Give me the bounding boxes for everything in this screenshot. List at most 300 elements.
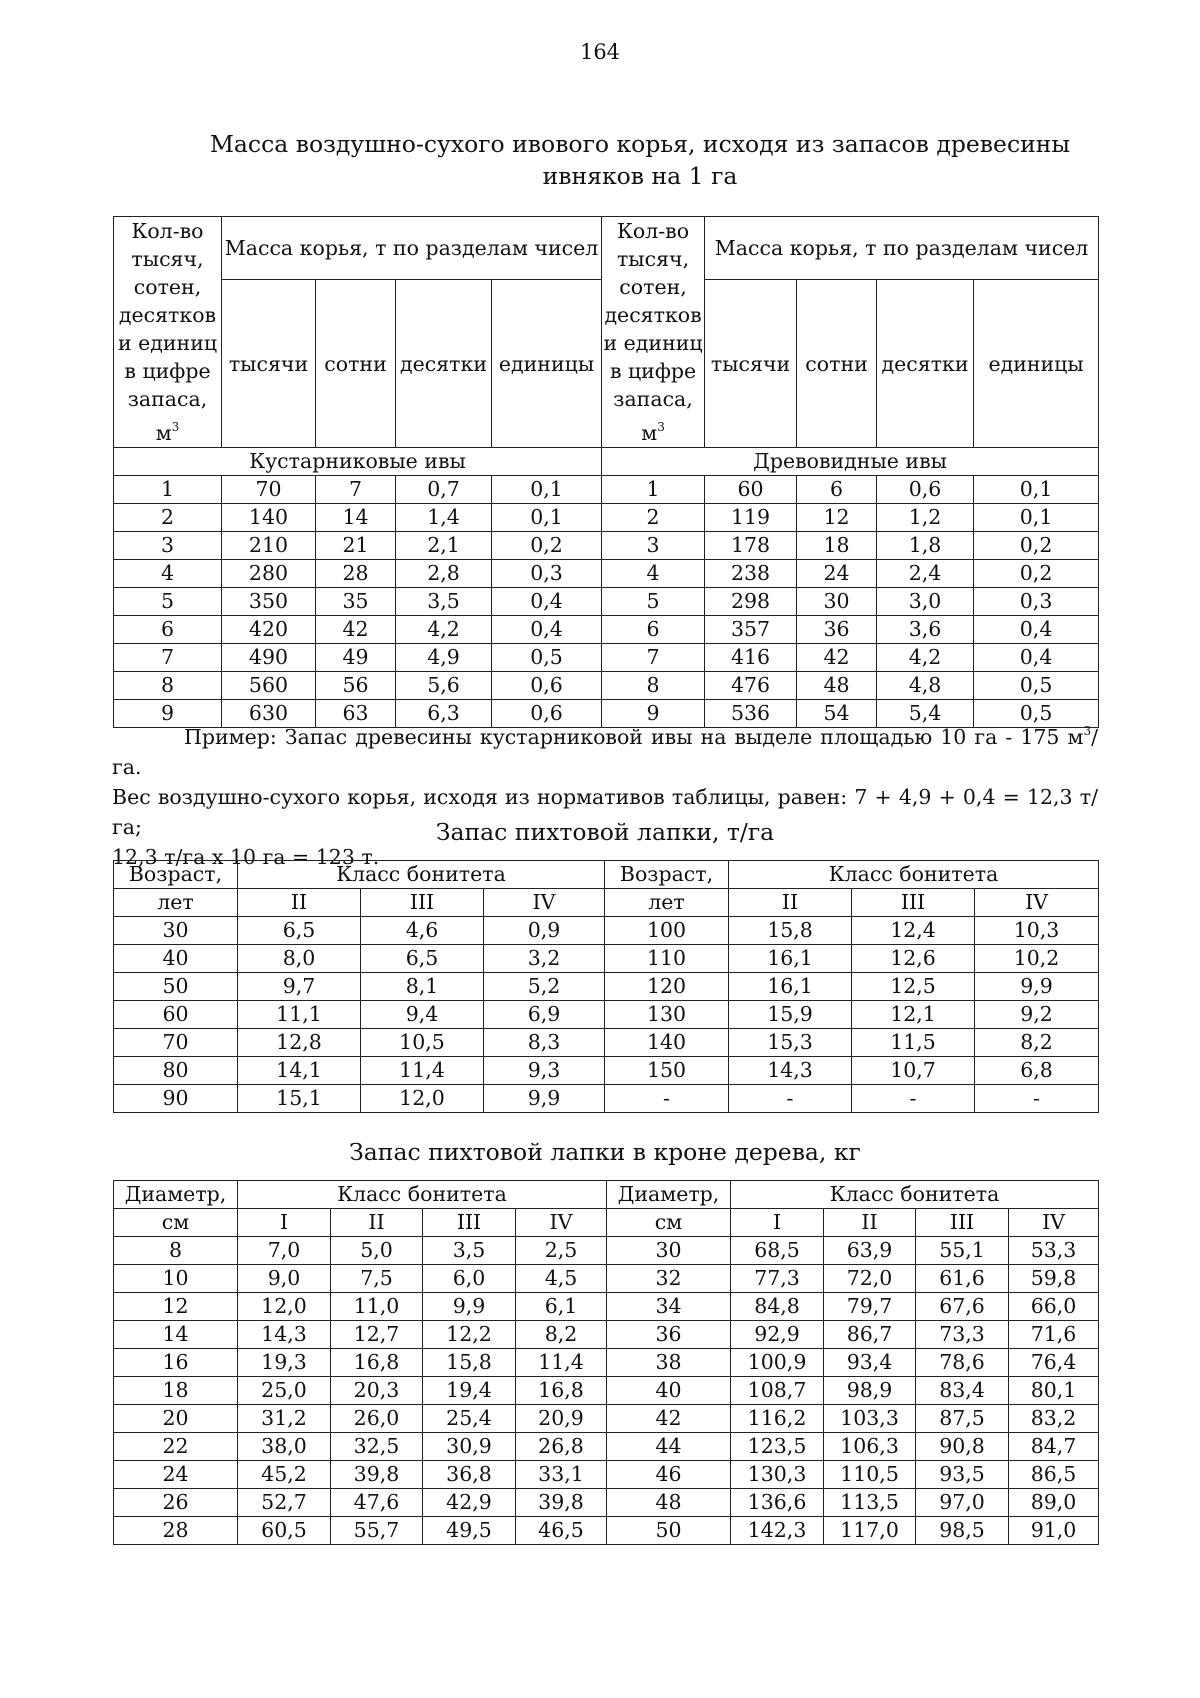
table-cell: 12,8	[238, 1029, 361, 1057]
table-cell: 7	[114, 644, 222, 672]
class-col: II	[238, 889, 361, 917]
table-cell: 357	[705, 616, 797, 644]
table1-title	[180, 128, 1100, 192]
table-cell: 416	[705, 644, 797, 672]
table-cell: 60,5	[238, 1517, 331, 1545]
table-cell: 15,1	[238, 1085, 361, 1113]
table-row	[114, 644, 1099, 672]
table-cell: 11,1	[238, 1001, 361, 1029]
table-cell: -	[852, 1085, 975, 1113]
table-cell: 14,1	[238, 1057, 361, 1085]
table-cell: 48	[797, 672, 877, 700]
table-cell: 54	[797, 700, 877, 728]
table-cell: 1,2	[877, 504, 974, 532]
subheader-tens: десятки	[396, 280, 492, 448]
mass-header-left: Масса корья, т по разделам чисел	[222, 217, 602, 280]
table-cell: 100,9	[731, 1349, 824, 1377]
table-cell: 6,3	[396, 700, 492, 728]
class-col: IV	[975, 889, 1099, 917]
count-header-text: тысяч,	[616, 247, 690, 271]
group-tree-willows: Древовидные ивы	[602, 448, 1099, 476]
count-header-text: десятков	[604, 303, 702, 327]
table-cell: 0,5	[492, 644, 602, 672]
table-cell: 9,9	[484, 1085, 605, 1113]
table-cell: 92,9	[731, 1321, 824, 1349]
table-cell: 280	[222, 560, 316, 588]
table-cell: 0,7	[396, 476, 492, 504]
table-cell: 7	[316, 476, 396, 504]
table-cell: 12,7	[331, 1321, 423, 1349]
table-cell: 32	[607, 1265, 731, 1293]
table-cell: 8	[114, 1237, 238, 1265]
table-cell: 5	[602, 588, 705, 616]
table-row	[114, 1433, 1099, 1461]
table-cell: 72,0	[824, 1265, 916, 1293]
table-cell: 4,6	[361, 917, 484, 945]
table-cell: 4,8	[877, 672, 974, 700]
table-cell: 14	[114, 1321, 238, 1349]
age-unit-right: лет	[605, 889, 729, 917]
table-cell: 0,3	[492, 560, 602, 588]
class-col: III	[916, 1209, 1009, 1237]
table-cell: 12	[797, 504, 877, 532]
table-cell: -	[605, 1085, 729, 1113]
table-cell: 5,6	[396, 672, 492, 700]
count-header-text: в цифре	[609, 359, 697, 383]
table-row	[114, 1517, 1099, 1545]
table-cell: 2,5	[516, 1237, 607, 1265]
table-cell: 238	[705, 560, 797, 588]
table-cell: 0,1	[492, 504, 602, 532]
table-cell: 0,9	[484, 917, 605, 945]
table-cell: 30	[114, 917, 238, 945]
table-cell: 60	[114, 1001, 238, 1029]
table-cell: 100	[605, 917, 729, 945]
table-cell: 8	[114, 672, 222, 700]
table-cell: 4	[114, 560, 222, 588]
table-cell: 46	[607, 1461, 731, 1489]
table1-title-line2: ивняков на 1 га	[542, 162, 738, 190]
table-cell: 38,0	[238, 1433, 331, 1461]
table-cell: 36	[607, 1321, 731, 1349]
table1-title-line1: Масса воздушно-сухого ивового корья, исходя из запасов древесины	[209, 130, 1071, 158]
table-cell: 1,4	[396, 504, 492, 532]
table-cell: 0,2	[492, 532, 602, 560]
count-header-line	[602, 273, 704, 301]
table-cell: 1	[602, 476, 705, 504]
table-cell: 103,3	[824, 1405, 916, 1433]
table-cell: 19,3	[238, 1349, 331, 1377]
count-header-line	[114, 245, 221, 273]
table-row	[114, 532, 1099, 560]
class-col: III	[361, 889, 484, 917]
count-header-text: десятков	[118, 303, 217, 327]
class-col: III	[852, 889, 975, 917]
diameter-unit-right: см	[607, 1209, 731, 1237]
table-cell: 6,9	[484, 1001, 605, 1029]
count-header-sup: 3	[657, 420, 665, 434]
class-col: IV	[516, 1209, 607, 1237]
table-cell: 10,7	[852, 1057, 975, 1085]
class-col: IV	[484, 889, 605, 917]
table-cell: 9	[114, 700, 222, 728]
table-cell: 36	[797, 616, 877, 644]
count-header-line	[114, 357, 221, 385]
count-header-left	[114, 217, 222, 448]
subheader-thousands: тысячи	[705, 280, 797, 448]
table-cell: 68,5	[731, 1237, 824, 1265]
table-cell: 30	[607, 1237, 731, 1265]
count-header-line	[602, 217, 704, 245]
table-cell: 0,2	[974, 532, 1099, 560]
table-cell: 0,5	[974, 700, 1099, 728]
table-cell: 40	[114, 945, 238, 973]
note-line2: Вес воздушно-сухого корья, исходя из нормативов таблицы, равен: 7 + 4,9 + 0,4 = 12,3 т/га;	[112, 785, 1098, 839]
table-cell: 12,6	[852, 945, 975, 973]
table-cell: 3,2	[484, 945, 605, 973]
table-cell: 16,1	[729, 945, 852, 973]
table-cell: 298	[705, 588, 797, 616]
table-cell: 50	[607, 1517, 731, 1545]
table-cell: 106,3	[824, 1433, 916, 1461]
table-cell: 210	[222, 532, 316, 560]
table-cell: 18	[797, 532, 877, 560]
table-cell: 61,6	[916, 1265, 1009, 1293]
table-cell: 4,2	[877, 644, 974, 672]
table-row	[114, 1293, 1099, 1321]
subheader-hundreds: сотни	[316, 280, 396, 448]
table-cell: 2,1	[396, 532, 492, 560]
diameter-label-left: Диаметр,	[114, 1181, 238, 1209]
table-row	[114, 1237, 1099, 1265]
table-cell: 3,6	[877, 616, 974, 644]
table-cell: 3,0	[877, 588, 974, 616]
table-cell: 4	[602, 560, 705, 588]
table-cell: 490	[222, 644, 316, 672]
table-cell: 0,3	[974, 588, 1099, 616]
table-cell: 93,4	[824, 1349, 916, 1377]
table-cell: 117,0	[824, 1517, 916, 1545]
table-cell: 35	[316, 588, 396, 616]
table-cell: 3,5	[423, 1237, 516, 1265]
page-number: 164	[579, 40, 621, 64]
age-label-left: Возраст,	[114, 861, 238, 889]
table-cell: 8,2	[975, 1029, 1099, 1057]
table-cell: 15,9	[729, 1001, 852, 1029]
table-cell: 42	[607, 1405, 731, 1433]
table-cell: 86,5	[1009, 1461, 1099, 1489]
table-cell: 36,8	[423, 1461, 516, 1489]
table-cell: 42	[797, 644, 877, 672]
table-cell: 46,5	[516, 1517, 607, 1545]
table-cell: 9,9	[975, 973, 1099, 1001]
count-header-text: и единиц	[117, 331, 218, 355]
table-cell: 12,1	[852, 1001, 975, 1029]
table-cell: 20,9	[516, 1405, 607, 1433]
class-header-right: Класс бонитета	[729, 861, 1099, 889]
count-header-text: сотен,	[619, 275, 687, 299]
count-header-line	[602, 329, 704, 357]
table-cell: 12	[114, 1293, 238, 1321]
table-cell: 55,7	[331, 1517, 423, 1545]
table-cell: 63	[316, 700, 396, 728]
table-cell: 140	[605, 1029, 729, 1057]
table-cell: 3	[602, 532, 705, 560]
table-cell: 91,0	[1009, 1517, 1099, 1545]
table-cell: 93,5	[916, 1461, 1009, 1489]
subheader-units: единицы	[492, 280, 602, 448]
table-row	[114, 917, 1099, 945]
table-cell: 33,1	[516, 1461, 607, 1489]
table-cell: 9,3	[484, 1057, 605, 1085]
table-cell: 8,0	[238, 945, 361, 973]
bark-mass-table	[113, 216, 1099, 728]
table-cell: 420	[222, 616, 316, 644]
table-row	[114, 1405, 1099, 1433]
table-cell: 0,1	[974, 504, 1099, 532]
age-label-right: Возраст,	[605, 861, 729, 889]
table-cell: 21	[316, 532, 396, 560]
table-cell: 44	[607, 1433, 731, 1461]
table-cell: 28	[316, 560, 396, 588]
table-cell: 6,8	[975, 1057, 1099, 1085]
table-cell: 38	[607, 1349, 731, 1377]
subheader-hundreds: сотни	[797, 280, 877, 448]
table-cell: 130	[605, 1001, 729, 1029]
table-cell: 12,4	[852, 917, 975, 945]
table-cell: 28	[114, 1517, 238, 1545]
table-cell: 7,5	[331, 1265, 423, 1293]
table-cell: 48	[607, 1489, 731, 1517]
table-cell: 7	[602, 644, 705, 672]
table-cell: 77,3	[731, 1265, 824, 1293]
table-cell: 14,3	[238, 1321, 331, 1349]
count-header-line	[114, 385, 221, 447]
table-cell: 12,2	[423, 1321, 516, 1349]
table-cell: 14	[316, 504, 396, 532]
table-cell: 84,7	[1009, 1433, 1099, 1461]
table-cell: 16,8	[331, 1349, 423, 1377]
count-header-line	[602, 245, 704, 273]
table-cell: 11,4	[516, 1349, 607, 1377]
table-cell: 9	[602, 700, 705, 728]
table-cell: 25,4	[423, 1405, 516, 1433]
table-cell: 1,8	[877, 532, 974, 560]
table-cell: 56	[316, 672, 396, 700]
table-cell: 26,0	[331, 1405, 423, 1433]
table-cell: 11,0	[331, 1293, 423, 1321]
table-cell: 42,9	[423, 1489, 516, 1517]
table-cell: 5,0	[331, 1237, 423, 1265]
table-cell: 6,0	[423, 1265, 516, 1293]
count-header-text: Кол-во	[617, 219, 690, 243]
count-header-line	[114, 273, 221, 301]
table-cell: 30,9	[423, 1433, 516, 1461]
count-header-line	[602, 357, 704, 385]
table-row	[114, 1461, 1099, 1489]
table-cell: 119	[705, 504, 797, 532]
count-header-text: сотен,	[133, 275, 202, 299]
count-header-text: и единиц	[603, 331, 703, 355]
table-cell: 130,3	[731, 1461, 824, 1489]
table-cell: 31,2	[238, 1405, 331, 1433]
table-cell: 4,2	[396, 616, 492, 644]
table-cell: 34	[607, 1293, 731, 1321]
table-cell: 123,5	[731, 1433, 824, 1461]
table-cell: 76,4	[1009, 1349, 1099, 1377]
table-row	[114, 1349, 1099, 1377]
table-row	[114, 1029, 1099, 1057]
table-cell: 560	[222, 672, 316, 700]
table-cell: 536	[705, 700, 797, 728]
table-cell: 15,3	[729, 1029, 852, 1057]
table-cell: 90,8	[916, 1433, 1009, 1461]
table-cell: -	[729, 1085, 852, 1113]
mass-header-right: Масса корья, т по разделам чисел	[705, 217, 1099, 280]
table-cell: 53,3	[1009, 1237, 1099, 1265]
table-cell: 2	[114, 504, 222, 532]
fir-branch-crown-table	[113, 1180, 1099, 1545]
table-cell: 6	[602, 616, 705, 644]
table-row	[114, 1057, 1099, 1085]
table-cell: 78,6	[916, 1349, 1009, 1377]
table-cell: 26	[114, 1489, 238, 1517]
note-line1	[112, 716, 1098, 782]
table-cell: 9,9	[423, 1293, 516, 1321]
table-cell: 10	[114, 1265, 238, 1293]
table-cell: 5,4	[877, 700, 974, 728]
class-col: II	[729, 889, 852, 917]
table-cell: 24	[797, 560, 877, 588]
table-cell: 120	[605, 973, 729, 1001]
table-cell: 4,9	[396, 644, 492, 672]
table-cell: 350	[222, 588, 316, 616]
example-note	[112, 716, 1098, 872]
table-cell: 9,4	[361, 1001, 484, 1029]
table-cell: 30	[797, 588, 877, 616]
count-header-line	[602, 301, 704, 329]
table-cell: 83,2	[1009, 1405, 1099, 1433]
table-cell: 84,8	[731, 1293, 824, 1321]
table-row	[114, 476, 1099, 504]
note-line3: 12,3 т/га х 10 га = 123 т.	[112, 845, 380, 869]
table-cell: 0,6	[492, 700, 602, 728]
table-cell: 6	[797, 476, 877, 504]
table-cell: 476	[705, 672, 797, 700]
table-cell: 80	[114, 1057, 238, 1085]
table-cell: 40	[607, 1377, 731, 1405]
table-cell: 7,0	[238, 1237, 331, 1265]
subheader-units: единицы	[974, 280, 1099, 448]
table-cell: 22	[114, 1433, 238, 1461]
table-cell: 24	[114, 1461, 238, 1489]
table3-title: Запас пихтовой лапки в кроне дерева, кг	[349, 1138, 861, 1166]
count-header-text: тысяч,	[131, 247, 204, 271]
table-row	[114, 588, 1099, 616]
table-cell: 25,0	[238, 1377, 331, 1405]
class-col: IV	[1009, 1209, 1099, 1237]
table-cell: 26,8	[516, 1433, 607, 1461]
table-cell: 70	[114, 1029, 238, 1057]
table-cell: 0,6	[877, 476, 974, 504]
table-row	[114, 672, 1099, 700]
table-cell: 8,1	[361, 973, 484, 1001]
class-header-right: Класс бонитета	[731, 1181, 1099, 1209]
table-cell: 110,5	[824, 1461, 916, 1489]
table-cell: 16	[114, 1349, 238, 1377]
class-col: III	[423, 1209, 516, 1237]
count-header-line	[114, 217, 221, 245]
table-cell: 49,5	[423, 1517, 516, 1545]
note-line1-end: /га.	[112, 725, 1098, 779]
table-cell: 55,1	[916, 1237, 1009, 1265]
table-cell: 12,0	[361, 1085, 484, 1113]
count-header-right	[602, 217, 705, 448]
group-shrub-willows: Кустарниковые ивы	[114, 448, 602, 476]
table-cell: 136,6	[731, 1489, 824, 1517]
class-col: I	[731, 1209, 824, 1237]
table-cell: 0,6	[492, 672, 602, 700]
table-cell: 0,4	[492, 588, 602, 616]
table-cell: 86,7	[824, 1321, 916, 1349]
table-cell: 83,4	[916, 1377, 1009, 1405]
table-cell: 16,1	[729, 973, 852, 1001]
table-cell: 5,2	[484, 973, 605, 1001]
table-cell: 8,2	[516, 1321, 607, 1349]
table-cell: 113,5	[824, 1489, 916, 1517]
table2-title: Запас пихтовой лапки, т/га	[435, 818, 775, 846]
table-cell: 16,8	[516, 1377, 607, 1405]
table-cell: 8	[602, 672, 705, 700]
table-cell: 39,8	[516, 1489, 607, 1517]
table-row	[114, 1321, 1099, 1349]
count-header-text: запаса, м	[613, 387, 693, 445]
count-header-line	[602, 385, 704, 447]
table-cell: 63,9	[824, 1237, 916, 1265]
table-cell: 14,3	[729, 1057, 852, 1085]
table-cell: 5	[114, 588, 222, 616]
table-cell: 116,2	[731, 1405, 824, 1433]
table-cell: 9,0	[238, 1265, 331, 1293]
table-cell: 10,2	[975, 945, 1099, 973]
table-row	[114, 1001, 1099, 1029]
table-cell: 20	[114, 1405, 238, 1433]
table-cell: 3	[114, 532, 222, 560]
diameter-unit-left: см	[114, 1209, 238, 1237]
table-cell: 8,3	[484, 1029, 605, 1057]
table-cell: 19,4	[423, 1377, 516, 1405]
count-header-line	[114, 301, 221, 329]
table-cell: 142,3	[731, 1517, 824, 1545]
table-cell: 4,5	[516, 1265, 607, 1293]
count-header-sup: 3	[171, 420, 180, 434]
table-cell: 12,0	[238, 1293, 331, 1321]
table-cell: 73,3	[916, 1321, 1009, 1349]
table-row	[114, 560, 1099, 588]
table-cell: 6,5	[238, 917, 361, 945]
count-header-text: в цифре	[124, 359, 211, 383]
table-cell: 15,8	[423, 1349, 516, 1377]
table-cell: 39,8	[331, 1461, 423, 1489]
diameter-label-right: Диаметр,	[607, 1181, 731, 1209]
table-cell: 89,0	[1009, 1489, 1099, 1517]
table-cell: 0,4	[974, 644, 1099, 672]
table-cell: 20,3	[331, 1377, 423, 1405]
table-cell: 70	[222, 476, 316, 504]
count-header-line	[114, 329, 221, 357]
subheader-thousands: тысячи	[222, 280, 316, 448]
class-header-left: Класс бонитета	[238, 861, 605, 889]
